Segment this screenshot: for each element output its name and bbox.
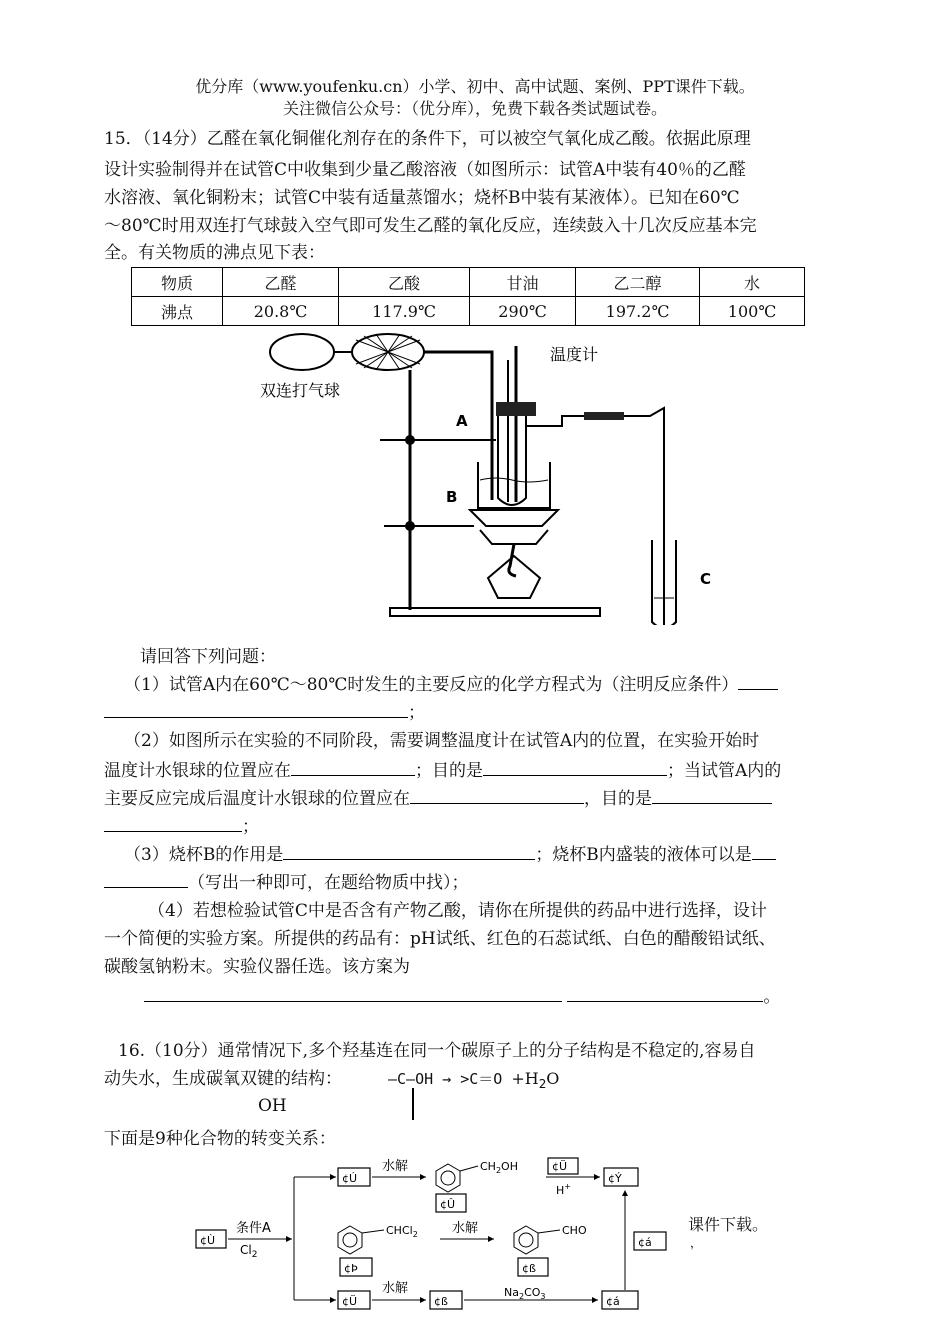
- q15-sub1-end: ；: [408, 703, 425, 723]
- benzene-ring-icon: [338, 1226, 362, 1254]
- q15-sub2-end: ；: [242, 817, 259, 837]
- q16-oh: OH: [258, 1096, 287, 1116]
- apparatus-figure: [260, 330, 730, 625]
- bulb-label: 双连打气球: [260, 381, 341, 400]
- table-cell: 乙二醇: [576, 268, 700, 297]
- eq-o: O: [546, 1069, 560, 1088]
- q15-sub1-cont: [104, 698, 854, 729]
- side-text: 课件下载。: [688, 1215, 769, 1234]
- test-tube-a-icon: [498, 416, 526, 505]
- q15-sub1-text: （1）试管A内在60℃～80℃时发生的主要反应的化学方程式为（注明反应条件）: [124, 675, 739, 695]
- q16-line1: 16.（10分）通常情况下,多个羟基连在同一个碳原子上的分子结构是不稳定的,容易自: [118, 1041, 756, 1061]
- thermometer-label: 温度计: [550, 345, 599, 364]
- answer-blank[interactable]: [104, 717, 408, 718]
- q15-sub4-b: 一个简便的实验方案。所提供的药品有：pH试纸、红色的石蕊试纸、白色的醋酸铅试纸、: [104, 929, 776, 949]
- answer-blank[interactable]: [752, 859, 776, 860]
- bulb-icon: [270, 334, 334, 370]
- compound-label: ¢ß: [522, 1262, 536, 1275]
- eq-right: >C＝O: [460, 1070, 503, 1088]
- q15-sub4-end: 。: [763, 987, 781, 1007]
- stand-base: [390, 608, 600, 616]
- q15-sub2-e-text: 主要反应完成后温度计水银球的位置应在: [104, 789, 410, 809]
- q15-intro: 请回答下列问题：: [140, 647, 276, 667]
- label-c: C: [700, 570, 712, 588]
- q15-sub2-d-text: ；当试管A内的: [667, 761, 782, 781]
- table-cell: 水: [700, 268, 805, 297]
- q16-line2: 动失水，生成碳氧双键的结构：: [104, 1069, 342, 1089]
- q15-line4: ～80℃时用双连打气球鼓入空气即可发生乙醛的氧化反应，连续鼓入十几次反应基本完: [104, 216, 757, 236]
- compound-label: ¢ß: [434, 1295, 448, 1308]
- q15-sub2-cont: [104, 812, 854, 843]
- condition-a: 条件A: [236, 1221, 271, 1236]
- table-cell: 117.9℃: [339, 297, 470, 326]
- ch2oh-label: $CH_2OH$: [480, 1160, 518, 1175]
- na2co3-label: $Na_2CO_3$: [504, 1286, 546, 1301]
- reaction-scheme: [190, 1150, 710, 1320]
- q15-sub2-c-text: ；目的是: [415, 761, 483, 781]
- answer-blank[interactable]: [652, 803, 772, 804]
- answer-blank[interactable]: [283, 859, 535, 860]
- answer-blank[interactable]: [104, 887, 188, 888]
- label-a: A: [456, 412, 468, 430]
- table-cell: 物质: [132, 268, 223, 297]
- table-row: [132, 268, 805, 297]
- compound-label: ¢á: [606, 1295, 620, 1308]
- table-cell: 甘油: [470, 268, 576, 297]
- table-cell: 乙酸: [339, 268, 470, 297]
- answer-blank[interactable]: [567, 1001, 763, 1002]
- table-row: [132, 297, 805, 326]
- eq-arrow: →: [442, 1070, 452, 1088]
- answer-blank[interactable]: [291, 775, 415, 776]
- q15-sub4-c: 碳酸氢钠粉末。实验仪器任选。该方案为: [104, 957, 410, 977]
- table-cell: 20.8℃: [223, 297, 339, 326]
- answer-blank[interactable]: [104, 831, 242, 832]
- h-plus-label: H+: [556, 1182, 571, 1197]
- cl2-label: $Cl_2$: [240, 1243, 258, 1260]
- q15-line3: 水溶液、氧化铜粉末；试管C中装有适量蒸馏水；烧杯B中装有某液体）。已知在60℃: [104, 188, 740, 208]
- site-header-line2: 关注微信公众号：（优分库），免费下载各类试题试卷。: [282, 99, 667, 118]
- compound-label: ¢Þ: [344, 1262, 358, 1275]
- table-cell: 沸点: [132, 297, 223, 326]
- compound-label: ¢Ù: [200, 1234, 216, 1247]
- stopper-icon: [496, 402, 536, 416]
- q15-sub1: [124, 670, 854, 701]
- q15-sub3-a-text: （3）烧杯B的作用是: [124, 845, 284, 865]
- hydrolysis-label: 水解: [382, 1281, 409, 1296]
- benzene-ring-icon: [436, 1164, 460, 1192]
- compound-label: ¢Û: [440, 1198, 456, 1211]
- site-header-line1: 优分库（www.youfenku.cn）小学、初中、高中试题、案例、PPT课件下载。: [195, 77, 755, 96]
- q15-sub3-a: [124, 840, 854, 871]
- q15-sub2-b: [104, 756, 854, 787]
- table-cell: 290℃: [470, 297, 576, 326]
- bond-line: [412, 1088, 414, 1120]
- answer-blank[interactable]: [483, 775, 667, 776]
- table-cell: 乙醛: [223, 268, 339, 297]
- q15-sub3-b-text: ；烧杯B内盛装的液体可以是: [535, 845, 752, 865]
- q16-line3: 下面是9种化合物的转变关系：: [104, 1129, 336, 1149]
- compound-label: ¢Ý: [608, 1172, 622, 1185]
- chcl2-label: CHCl$_2$: [386, 1224, 418, 1239]
- q15-sub3-c: [104, 868, 854, 899]
- q15-line1: 15．（14分）乙醛在氧化铜催化剂存在的条件下，可以被空气氧化成乙酸。依据此原理: [104, 129, 751, 149]
- gauze-icon: [470, 510, 558, 526]
- beaker-b-icon: [478, 462, 550, 508]
- eq-plus: +H: [511, 1069, 539, 1088]
- answer-blank[interactable]: [144, 1001, 562, 1002]
- q15-line5: 全。有关物质的沸点见下表：: [104, 243, 325, 263]
- hydrolysis-label: 水解: [382, 1159, 409, 1174]
- q15-sub2-f-text: ，目的是: [584, 789, 652, 809]
- q15-sub2-b-text: 温度计水银球的位置应在: [104, 761, 291, 781]
- side-comma: ，: [690, 1236, 703, 1250]
- q15-sub4-line: [144, 982, 844, 1013]
- table-cell: 197.2℃: [576, 297, 700, 326]
- q15-sub3-c-text: （写出一种即可，在题给物质中找）；: [188, 873, 469, 893]
- cho-label: CHO: [562, 1224, 587, 1237]
- q15-sub4-a: （4）若想检验试管C中是否含有产物乙酸，请你在所提供的药品中进行选择，设计: [148, 901, 767, 921]
- label-b: B: [446, 488, 458, 506]
- compound-label: ¢Ü: [342, 1295, 358, 1308]
- boiling-point-table: [131, 267, 805, 326]
- benzene-ring-icon: [514, 1226, 538, 1254]
- answer-blank[interactable]: [738, 689, 778, 690]
- eq-sub: 2: [538, 1076, 547, 1091]
- eq-left: —C—OH: [388, 1070, 434, 1088]
- q15-line2: 设计实验制得并在试管C中收集到少量乙酸溶液（如图所示：试管A中装有40％的乙醛: [104, 160, 746, 180]
- hydrolysis-label: 水解: [452, 1221, 479, 1236]
- answer-blank[interactable]: [410, 803, 584, 804]
- compound-label: ¢Ú: [342, 1172, 358, 1185]
- q15-sub2-a: （2）如图所示在实验的不同阶段，需要调整温度计在试管A内的位置，在实验开始时: [124, 731, 760, 751]
- compound-label: ¢á: [638, 1236, 652, 1249]
- compound-label: ¢Ü: [552, 1160, 568, 1173]
- q15-sub2-e: [104, 784, 854, 815]
- table-cell: 100℃: [700, 297, 805, 326]
